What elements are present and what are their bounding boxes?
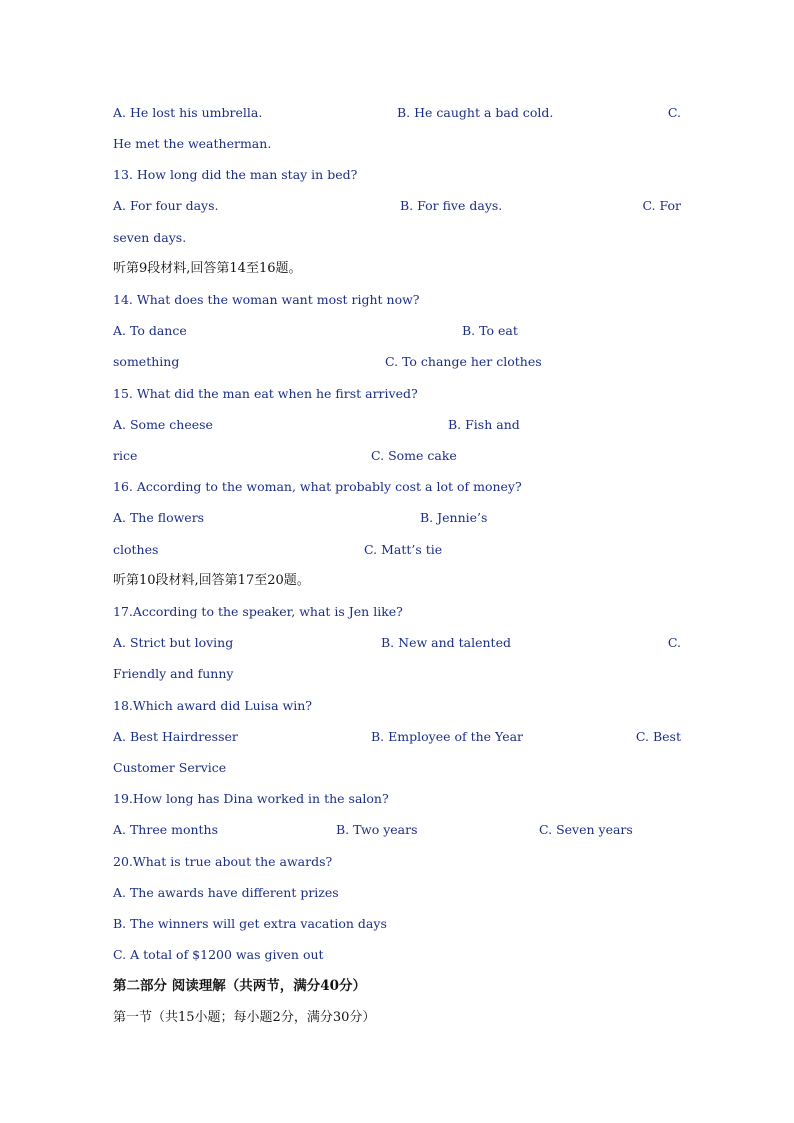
option-c[interactable]: C. For [642, 198, 681, 213]
q18-option-c-continued: Customer Service [113, 760, 227, 775]
question-20: 20.What is true about the awards? [113, 854, 333, 869]
q20-option-c[interactable]: C. A total of $1200 was given out [113, 947, 324, 962]
question-14: 14. What does the woman want most right now? [113, 292, 420, 307]
option-c[interactable]: C. Best [635, 729, 681, 744]
question-17: 17.According to the speaker, what is Jen like? [113, 604, 403, 619]
q20-option-a[interactable]: A. The awards have different prizes [113, 885, 339, 900]
option-b-continued: something [113, 354, 180, 369]
option-b[interactable]: B. Fish and [448, 417, 520, 432]
option-a[interactable]: A. To dance [113, 323, 187, 338]
option-b[interactable]: B. Jennie’s [420, 510, 488, 525]
q13-options [113, 196, 681, 216]
q19-options [113, 820, 681, 840]
option-b[interactable]: B. Employee of the Year [371, 729, 524, 744]
question-16: 16. According to the woman, what probably cost a lot of money? [113, 479, 522, 494]
q16-options-continued [113, 540, 681, 560]
q13-option-c-continued: seven days. [113, 230, 187, 245]
q12-option-c-continued: He met the weatherman. [113, 136, 272, 151]
q14-options [113, 321, 681, 341]
option-c[interactable]: C. [667, 105, 681, 120]
option-a[interactable]: A. The flowers [113, 510, 205, 525]
option-b[interactable]: B. Two years [336, 822, 418, 837]
question-13: 13. How long did the man stay in bed? [113, 167, 358, 182]
question-18: 18.Which award did Luisa win? [113, 698, 312, 713]
option-b-continued: clothes [113, 542, 159, 557]
q17-option-c-continued: Friendly and funny [113, 666, 234, 681]
option-a[interactable]: A. He lost his umbrella. [113, 105, 263, 120]
option-c[interactable]: C. [667, 635, 681, 650]
option-c[interactable]: C. Matt’s tie [364, 542, 443, 557]
q18-options [113, 727, 681, 747]
q15-options-continued [113, 446, 681, 466]
option-b-continued: rice [113, 448, 138, 463]
option-a[interactable]: A. Some cheese [113, 417, 213, 432]
option-c[interactable]: C. Seven years [539, 822, 633, 837]
question-19: 19.How long has Dina worked in the salon? [113, 791, 389, 806]
option-b[interactable]: B. To eat [462, 323, 518, 338]
question-15: 15. What did the man eat when he first arrived? [113, 386, 418, 401]
option-c[interactable]: C. To change her clothes [385, 354, 542, 369]
option-a[interactable]: A. Best Hairdresser [113, 729, 238, 744]
option-b[interactable]: B. He caught a bad cold. [397, 105, 554, 120]
option-b[interactable]: B. For five days. [400, 198, 503, 213]
q14-options-continued [113, 352, 681, 372]
q17-options [113, 633, 681, 653]
q16-options [113, 508, 681, 528]
q20-option-b[interactable]: B. The winners will get extra vacation days [113, 916, 387, 931]
section-instruction-9: 听第9段材料,回答第14至16题。 [113, 261, 302, 276]
option-c[interactable]: C. Some cake [371, 448, 457, 463]
option-a[interactable]: A. For four days. [113, 198, 219, 213]
part-two-heading: 第二部分 阅读理解（共两节，满分40分） [113, 978, 366, 994]
option-a[interactable]: A. Three months [113, 822, 219, 837]
option-a[interactable]: A. Strict but loving [113, 635, 234, 650]
q12-options [113, 103, 681, 123]
section-instruction-10: 听第10段材料,回答第17至20题。 [113, 573, 310, 588]
q15-options [113, 415, 681, 435]
section-one-heading: 第一节（共15小题；每小题2分，满分30分） [113, 1010, 376, 1025]
option-b[interactable]: B. New and talented [381, 635, 511, 650]
